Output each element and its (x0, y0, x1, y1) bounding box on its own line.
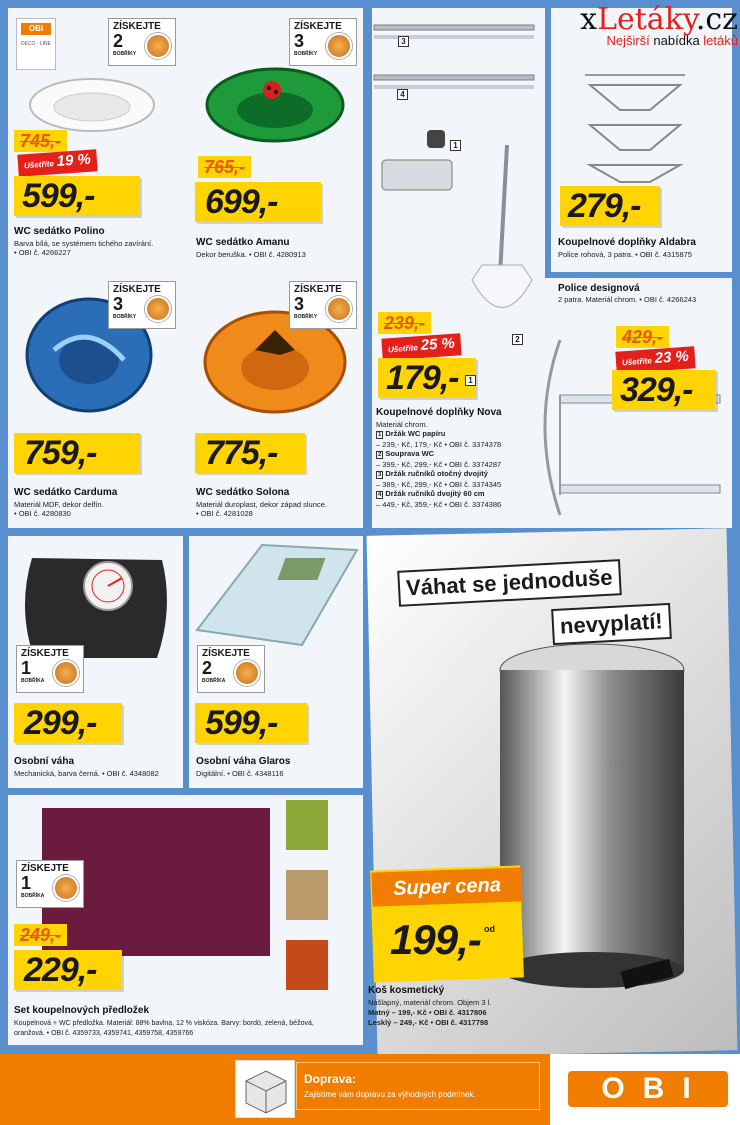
beaver-icon (53, 875, 79, 901)
title-police: Police designová (558, 283, 640, 294)
price-kos-od: od (484, 924, 495, 934)
beaver-icon (234, 660, 260, 686)
desc-predlozky-1: Koupelnová + WC předložka. Materiál: 88% bavlna, 12 % viskóza. Barvy: bordó, zelená, béžová, (14, 1020, 314, 1027)
badge-unit: BOBŘÍKA (202, 678, 226, 684)
slogan-line-1: Váhat se jednoduše (397, 559, 621, 607)
price-polino: 599,- (22, 177, 95, 215)
desc-polino-1: Barva bílá, se systémem tichého zavírání. (14, 239, 154, 248)
rug-swatch-orange (286, 940, 328, 990)
price-amanu: 699,- (205, 183, 278, 221)
title-polino: WC sedátko Polino (14, 226, 105, 237)
old-price-predlozky: 249,- (14, 924, 67, 946)
nova-item-4-line: – 449,- Kč, 359,- Kč • OBI č. 3374386 (376, 500, 502, 509)
badge-label: ZÍSKEJTE (294, 21, 342, 32)
nova-item-2-name: 2 Souprava WC (378, 449, 435, 458)
badge-count: 3 (294, 31, 305, 51)
badge-label: ZÍSKEJTE (202, 648, 250, 659)
watermark-tagline-c: letáků (703, 33, 738, 48)
beaver-icon (326, 296, 352, 322)
badge-polino (108, 18, 176, 66)
beaver-icon (53, 660, 79, 686)
aldabra-corner-shelf-image (580, 70, 690, 185)
save-label: Ušetříte (23, 159, 55, 171)
nova-products-image (372, 15, 544, 315)
badge-label: ZÍSKEJTE (113, 284, 161, 295)
obi-logo: OBI (568, 1071, 728, 1107)
watermark-tld: .cz (695, 2, 738, 37)
label-num-3: 3 (398, 36, 409, 47)
badge-amanu (289, 18, 357, 66)
obi-decoline-logo (16, 18, 56, 70)
price-solona: 775,- (205, 434, 278, 472)
label-num-1-price: 1 (465, 375, 476, 386)
old-price-polino: 745,- (14, 130, 67, 152)
watermark-x: x (580, 2, 598, 37)
desc-carduma-2: • OBI č. 4280830 (14, 509, 71, 518)
delivery-box-icon (236, 1061, 294, 1117)
badge-unit: BOBŘÍKA (21, 678, 45, 684)
badge-label: ZÍSKEJTE (294, 284, 342, 295)
desc-kos-2: Matný – 199,- Kč • OBI č. 4317806 (368, 1008, 487, 1017)
nova-item-3-name: 3 Držák ručníků otočný dvojitý (378, 469, 488, 478)
obi-logo-small: OBI (21, 23, 51, 35)
title-amanu: WC sedátko Amanu (196, 237, 290, 248)
badge-count: 1 (21, 658, 32, 678)
scale-glaros-image (192, 540, 360, 650)
slogan-line-2: nevyplatí! (551, 603, 671, 645)
price-nova: 179,- (386, 359, 459, 397)
footer-text: Zajistíme vám dopravu za výhodných podmínek. (304, 1090, 476, 1099)
rug-swatch-green (286, 800, 328, 850)
watermark (520, 2, 738, 48)
price-predlozky: 229,- (24, 951, 97, 989)
title-predlozky: Set koupelnových předložek (14, 1005, 150, 1016)
divider-nova-aldabra (545, 8, 551, 278)
badge-solona (289, 281, 357, 329)
save-value: 23 % (654, 347, 690, 368)
title-carduma: WC sedátko Carduma (14, 487, 118, 498)
footer-title: Doprava: (304, 1072, 357, 1086)
badge-unit: BOBŘÍKY (294, 51, 318, 57)
badge-label: ZÍSKEJTE (21, 648, 69, 659)
old-price-amanu: 765,- (198, 156, 251, 178)
nova-items-list (376, 429, 546, 509)
nova-item-1-name: 1 Držák WC papíru (378, 429, 446, 438)
badge-count: 3 (294, 294, 305, 314)
watermark-brand: Letáky (597, 2, 696, 37)
title-vaha: Osobní váha (14, 756, 75, 767)
badge-count: 1 (21, 873, 32, 893)
badge-unit: BOBŘÍKA (21, 893, 45, 899)
badge-glaros (197, 645, 265, 693)
label-num-1: 1 (450, 140, 461, 151)
desc-nova: Materiál chrom. (376, 420, 428, 429)
badge-unit: BOBŘÍKY (113, 314, 137, 320)
nova-item-1-line: – 239,- Kč, 179,- Kč • OBI č. 3374378 (376, 440, 502, 449)
badge-vaha (16, 645, 84, 693)
nova-item-3-line: – 389,- Kč, 299,- Kč • OBI č. 3374345 (376, 480, 502, 489)
badge-label: ZÍSKEJTE (113, 21, 161, 32)
old-price-nova: 239,- (378, 312, 431, 334)
old-price-police: 429,- (616, 326, 669, 348)
desc-polino-2: • OBI č. 4266227 (14, 248, 71, 257)
desc-solona-1: Materiál duroplast, dekor západ slunce. (196, 500, 327, 509)
badge-carduma (108, 281, 176, 329)
badge-unit: BOBŘÍKY (113, 51, 137, 57)
title-nova: Koupelnové doplňky Nova (376, 407, 502, 418)
label-num-2: 2 (512, 334, 523, 345)
price-kos: 199,- (390, 916, 481, 963)
rug-swatch-beige (286, 870, 328, 920)
deco-line-label: DECO · LINE (20, 41, 51, 47)
beaver-icon (326, 33, 352, 59)
nova-item-2-line: – 399,- Kč, 299,- Kč • OBI č. 3374287 (376, 460, 502, 469)
title-glaros: Osobní váha Glaros (196, 756, 291, 767)
delivery-icon-box (235, 1060, 295, 1118)
badge-predlozky (16, 860, 84, 908)
badge-label: ZÍSKEJTE (21, 863, 69, 874)
desc-kos-1: Nášlapný, materiál chrom. Objem 3 l. (368, 998, 492, 1007)
save-value: 19 % (56, 150, 92, 171)
title-kos: Koš kosmetický (368, 985, 445, 996)
price-glaros: 599,- (205, 704, 278, 742)
price-aldabra: 279,- (568, 187, 641, 225)
watermark-tagline-a: Nejširší (606, 33, 650, 48)
beaver-icon (145, 296, 171, 322)
badge-count: 3 (113, 294, 124, 314)
desc-carduma-1: Materiál MDF, dekor delfín. (14, 500, 104, 509)
badge-count: 2 (202, 658, 213, 678)
price-police: 329,- (620, 371, 693, 409)
divider-aldabra-police (545, 272, 732, 278)
nova-item-4-name: 4 Držák ručníků dvojitý 60 cm (378, 489, 485, 498)
badge-count: 2 (113, 31, 124, 51)
footer-text-box (296, 1062, 540, 1110)
desc-solona-2: • OBI č. 4281028 (196, 509, 253, 518)
title-solona: WC sedátko Solona (196, 487, 290, 498)
price-carduma: 759,- (24, 434, 97, 472)
desc-glaros-1: Digitální. • OBI č. 4348116 (196, 769, 284, 778)
desc-predlozky-2: oranžová. • OBI č. 4359733, 4359741, 4359758, 4359766 (14, 1030, 194, 1037)
desc-police-1: 2 patra. Materiál chrom. • OBI č. 4266243 (558, 295, 697, 304)
save-label: Ušetříte (621, 356, 653, 368)
title-aldabra: Koupelnové doplňky Aldabra (558, 237, 696, 248)
desc-kos-3: Lesklý – 249,- Kč • OBI č. 4317798 (368, 1018, 489, 1027)
super-cena-label: Super cena (371, 867, 522, 906)
desc-aldabra-1: Police rohová, 3 patra. • OBI č. 4315875 (558, 250, 692, 259)
watermark-tagline-b: nabídka (653, 33, 700, 48)
beaver-icon (145, 33, 171, 59)
desc-vaha-1: Mechanická, barva černá. • OBI č. 4348082 (14, 769, 159, 778)
desc-amanu-1: Dekor beruška. • OBI č. 4280913 (196, 250, 306, 259)
label-num-4: 4 (397, 89, 408, 100)
badge-unit: BOBŘÍKY (294, 314, 318, 320)
price-vaha: 299,- (24, 704, 97, 742)
save-value: 25 % (420, 334, 456, 355)
save-label: Ušetříte (387, 343, 419, 355)
